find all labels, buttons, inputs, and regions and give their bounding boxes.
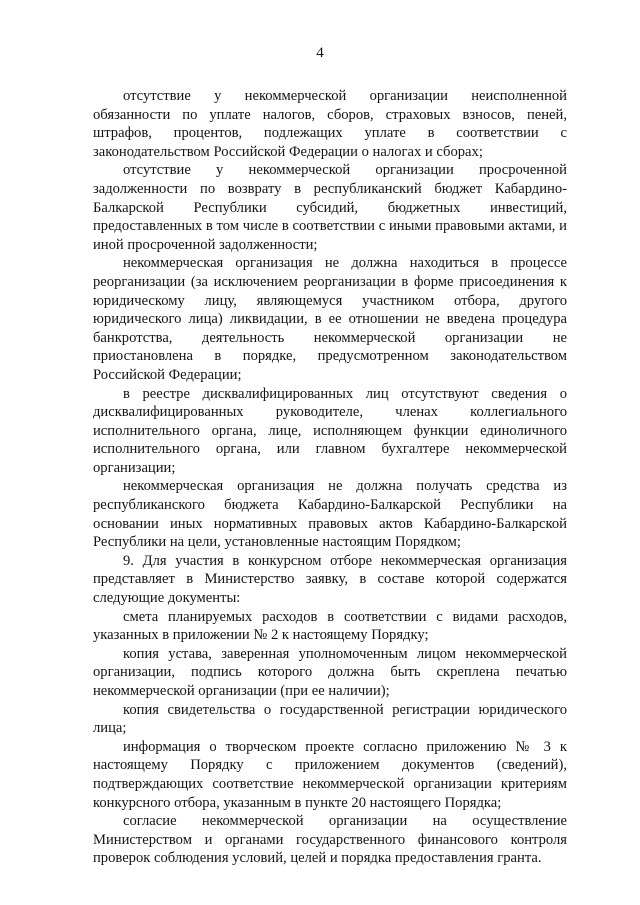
paragraph-charter-copy: копия устава, заверенная уполномоченным лицом некоммерческой организации, подпись которого должна быть скреплена печатью некоммерческой организации (при ее наличии); bbox=[93, 645, 567, 699]
paragraph-expense-estimate: смета планируемых расходов в соответствии с видами расходов, указанных в приложении № 2 к настоящему Порядку; bbox=[93, 608, 567, 644]
paragraph-registration-certificate: копия свидетельства о государственной регистрации юридического лица; bbox=[93, 701, 567, 737]
paragraph-project-information: информация о творческом проекте согласно приложению № 3 к настоящему Порядку с приложением документов (сведений), подтверждающих соответствие некоммерческой организации критериям конкурсного отбора, указанным в пункте 20 настоящего Порядка; bbox=[93, 738, 567, 811]
paragraph-disqualified-persons: в реестре дисквалифицированных лиц отсутствуют сведения о дисквалифицированных руководителе, членах коллегиального исполнительного органа, лице, исполняющем функции единоличного исполнительного органа, или главном бухгалтере некоммерческой организации; bbox=[93, 385, 567, 476]
paragraph-audit-consent: согласие некоммерческой организации на осуществление Министерством и органами государственного финансового контроля проверок соблюдения условий, целей и порядка предоставления гранта. bbox=[93, 813, 567, 867]
paragraph-no-other-funds: некоммерческая организация не должна получать средства из республиканского бюджета Кабардино-Балкарской Республики на основании иных нормативных правовых актов Кабардино-Балкарской Республики на цели, установленные настоящим Порядком; bbox=[93, 478, 567, 551]
page-number: 4 bbox=[316, 45, 324, 61]
paragraph-no-overdue-debt: отсутствие у некоммерческой организации просроченной задолженности по возврату в республиканский бюджет Кабардино-Балкарской Республики субсидий, бюджетных инвестиций, предоставленных в том числе в соответствии с иными правовыми актами, и иной просроченной задолженности; bbox=[93, 162, 567, 253]
paragraph-no-reorganization: некоммерческая организация не должна находиться в процессе реорганизации (за исключением реорганизации в форме присоединения к юридическому лицу, являющемуся участником отбора, другого юридического лица) ликвидации, в ее отношении не введена процедура банкротства, деятельность некоммерческой организации не приостановлена в порядке, предусмотренном законодательством Российской Федерации; bbox=[93, 255, 567, 383]
paragraph-no-tax-arrears: отсутствие у некоммерческой организации неисполненной обязанности по уплате налогов, сборов, страховых взносов, пеней, штрафов, процентов, подлежащих уплате в соответствии с законодательством Российской Федерации о налогах и сборах; bbox=[93, 88, 567, 160]
paragraph-application-documents: 9. Для участия в конкурсном отборе некоммерческая организация представляет в Министерство заявку, в составе которой содержатся следующие документы: bbox=[93, 552, 567, 607]
document-body bbox=[93, 87, 567, 868]
